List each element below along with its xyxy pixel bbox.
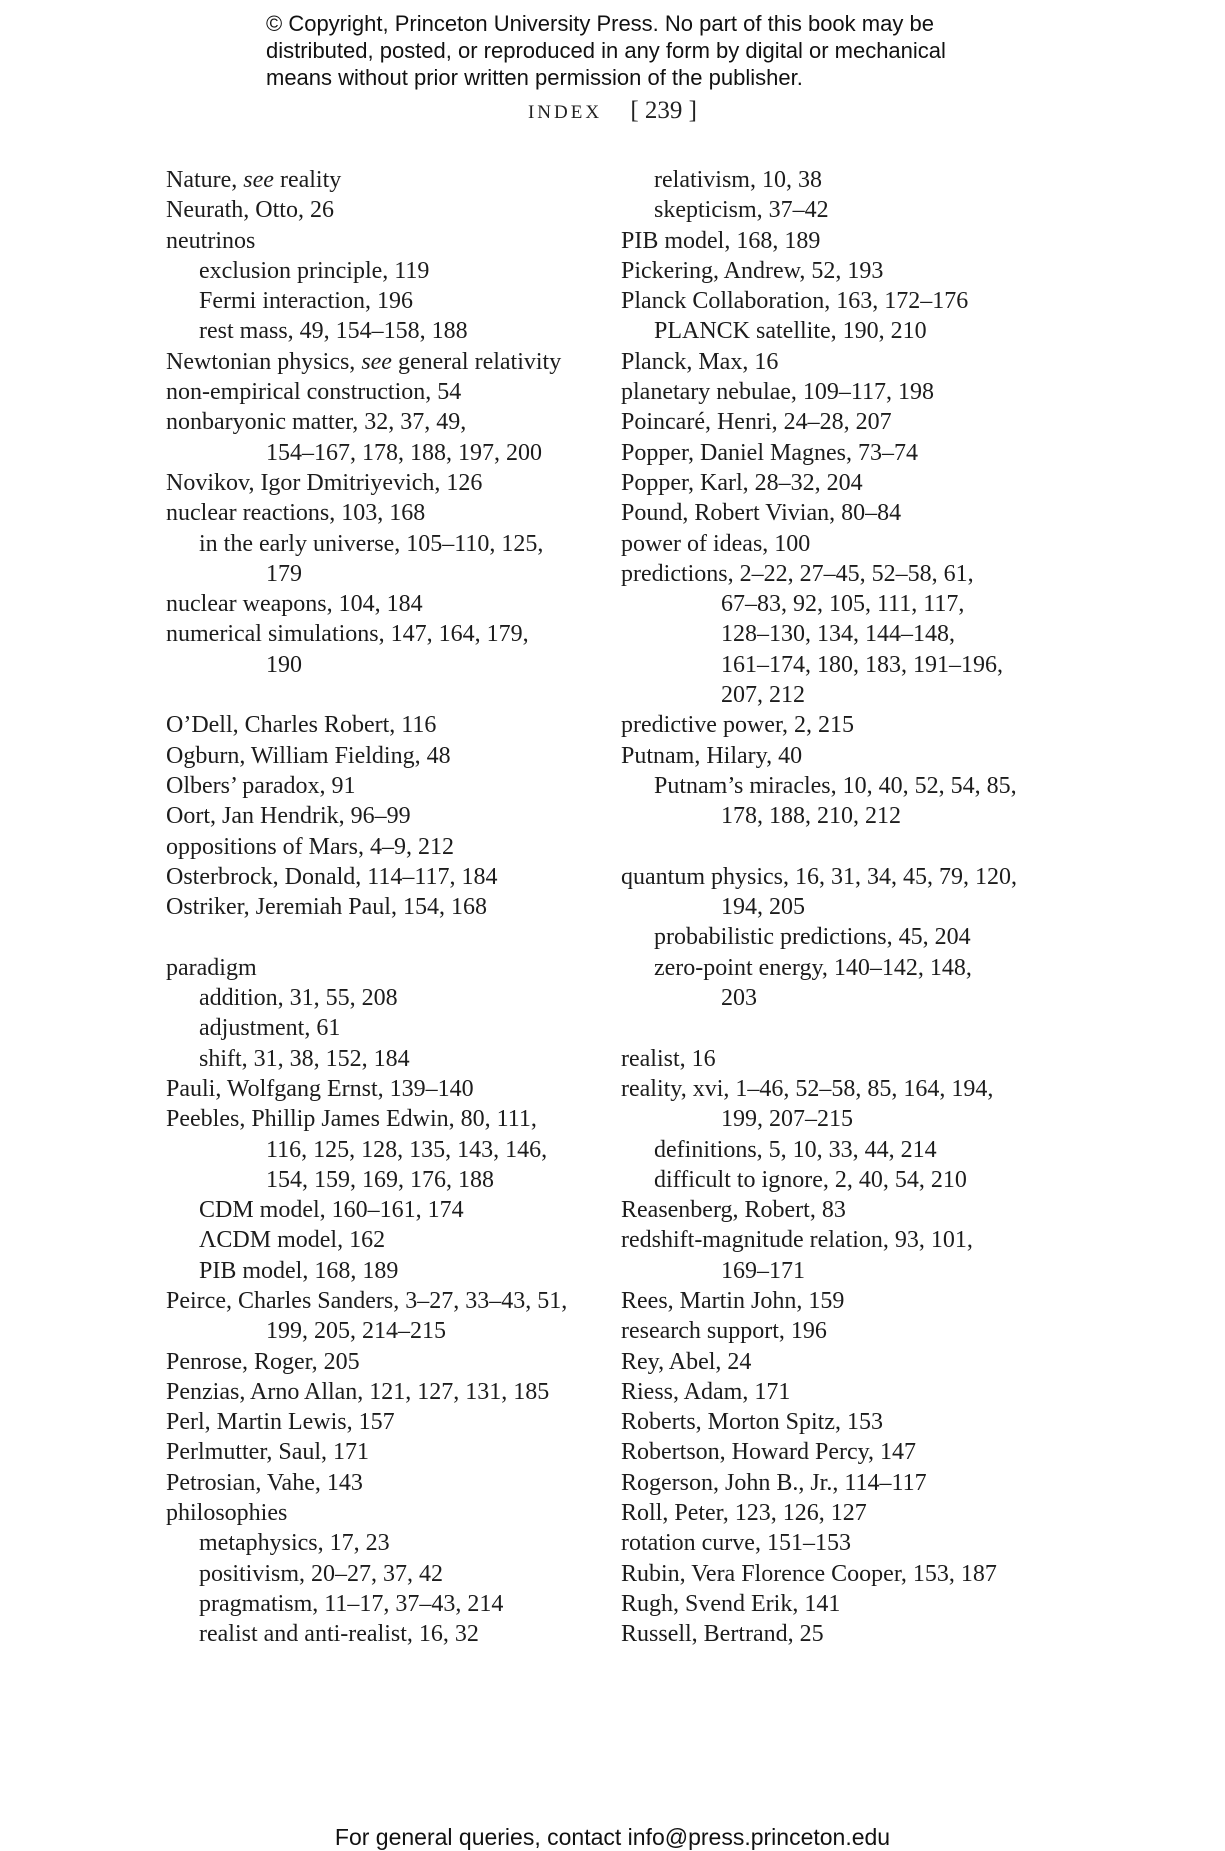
index-entry: numerical simulations, 147, 164, 179, [166, 621, 529, 648]
index-entry: paradigm [166, 954, 257, 981]
index-entry: 116, 125, 128, 135, 143, 146, [266, 1136, 548, 1163]
copyright-line: distributed, posted, or reproduced in any form by digital or mechanical [266, 38, 946, 63]
index-entry: realist, 16 [621, 1045, 716, 1072]
index-entry: Riess, Adam, 171 [621, 1378, 791, 1405]
index-entry: power of ideas, 100 [621, 530, 811, 557]
index-entry: Peebles, Phillip James Edwin, 80, 111, [166, 1106, 537, 1133]
index-entry: Popper, Karl, 28–32, 204 [621, 469, 863, 496]
index-entry: Newtonian physics, see general relativity [166, 348, 562, 375]
index-entry: definitions, 5, 10, 33, 44, 214 [654, 1136, 937, 1163]
index-entry: ΛCDM model, 162 [199, 1227, 386, 1254]
index-entry: reality, xvi, 1–46, 52–58, 85, 164, 194, [621, 1075, 994, 1102]
index-entry: Perl, Martin Lewis, 157 [166, 1409, 395, 1436]
index-entry: Rubin, Vera Florence Cooper, 153, 187 [621, 1560, 997, 1587]
index-entry: 154, 159, 169, 176, 188 [266, 1166, 494, 1193]
index-entry: Planck, Max, 16 [621, 348, 779, 375]
index-entry: 207, 212 [721, 682, 805, 709]
index-entry: Putnam, Hilary, 40 [621, 742, 803, 769]
index-entry: skepticism, 37–42 [654, 197, 829, 224]
index-entry: research support, 196 [621, 1318, 827, 1345]
copyright-line: © Copyright, Princeton University Press. No part of this book may be [266, 11, 934, 36]
index-column-right [621, 165, 1061, 1650]
index-entry: philosophies [166, 1500, 288, 1527]
index-entry: Planck Collaboration, 163, 172–176 [621, 288, 969, 315]
index-entry: Pauli, Wolfgang Ernst, 139–140 [166, 1075, 474, 1102]
index-entry: Pound, Robert Vivian, 80–84 [621, 500, 902, 527]
index-entry: 199, 205, 214–215 [266, 1318, 446, 1345]
index-entry: rest mass, 49, 154–158, 188 [199, 318, 468, 345]
index-entry: redshift-magnitude relation, 93, 101, [621, 1227, 973, 1254]
index-entry: 203 [721, 985, 757, 1012]
footer-contact: For general queries, contact info@press.princeton.edu [334, 1824, 891, 1850]
index-entry: probabilistic predictions, 45, 204 [654, 924, 971, 951]
index-entry: 178, 188, 210, 212 [721, 803, 901, 830]
index-entry: PIB model, 168, 189 [199, 1257, 399, 1284]
running-head-label: INDEX [527, 102, 603, 123]
index-entry: zero-point energy, 140–142, 148, [654, 954, 972, 981]
index-entry: Petrosian, Vahe, 143 [166, 1469, 363, 1496]
index-entry: Osterbrock, Donald, 114–117, 184 [166, 863, 498, 890]
index-entry: Rees, Martin John, 159 [621, 1287, 845, 1314]
index-entry: Penzias, Arno Allan, 121, 127, 131, 185 [166, 1378, 550, 1405]
index-entry: Rogerson, John B., Jr., 114–117 [621, 1469, 927, 1496]
section-gap [621, 1013, 1061, 1043]
index-entry: relativism, 10, 38 [654, 167, 822, 193]
index-entry: Roberts, Morton Spitz, 153 [621, 1409, 883, 1436]
index-entry: 128–130, 134, 144–148, [721, 621, 955, 648]
section-gap [621, 832, 1061, 862]
index-entry: Popper, Daniel Magnes, 73–74 [621, 439, 918, 466]
index-entry: realist and anti-realist, 16, 32 [199, 1621, 479, 1648]
index-entry: 190 [266, 651, 302, 678]
index-entry: Poincaré, Henri, 24–28, 207 [621, 409, 892, 436]
index-entry: non-empirical construction, 54 [166, 379, 462, 406]
index-entry: O’Dell, Charles Robert, 116 [166, 712, 437, 739]
index-entry: Perlmutter, Saul, 171 [166, 1439, 370, 1466]
index-entry: 161–174, 180, 183, 191–196, [721, 651, 1003, 678]
index-entry: Novikov, Igor Dmitriyevich, 126 [166, 469, 483, 496]
index-entry: Ostriker, Jeremiah Paul, 154, 168 [166, 894, 487, 921]
index-entry: 154–167, 178, 188, 197, 200 [266, 439, 542, 466]
index-entry: Reasenberg, Robert, 83 [621, 1197, 846, 1224]
index-entry: Robertson, Howard Percy, 147 [621, 1439, 917, 1466]
index-entry: Peirce, Charles Sanders, 3–27, 33–43, 51, [166, 1287, 568, 1314]
index-entry: exclusion principle, 119 [199, 257, 430, 284]
index-entry: positivism, 20–27, 37, 42 [199, 1560, 444, 1587]
index-entry: shift, 31, 38, 152, 184 [199, 1045, 410, 1072]
index-entry: Neurath, Otto, 26 [166, 197, 334, 224]
index-entry: nonbaryonic matter, 32, 37, 49, [166, 409, 467, 436]
index-entry: predictive power, 2, 215 [621, 712, 854, 739]
section-gap [166, 680, 606, 710]
index-entry: oppositions of Mars, 4–9, 212 [166, 833, 454, 860]
index-entry: Olbers’ paradox, 91 [166, 772, 356, 799]
index-entry: Putnam’s miracles, 10, 40, 52, 54, 85, [654, 772, 1017, 799]
index-entry: Rey, Abel, 24 [621, 1348, 752, 1375]
index-entry: Ogburn, William Fielding, 48 [166, 742, 451, 769]
index-entry: Roll, Peter, 123, 126, 127 [621, 1500, 867, 1527]
index-entry: PIB model, 168, 189 [621, 227, 821, 254]
index-entry: Pickering, Andrew, 52, 193 [621, 257, 884, 284]
index-entry: predictions, 2–22, 27–45, 52–58, 61, [621, 560, 974, 587]
index-entry: Fermi interaction, 196 [199, 288, 413, 315]
index-entry: Russell, Bertrand, 25 [621, 1621, 824, 1648]
index-entry: 194, 205 [721, 894, 805, 921]
index-entry: quantum physics, 16, 31, 34, 45, 79, 120, [621, 863, 1017, 890]
copyright-line: means without prior written permission of the publisher. [266, 65, 803, 90]
index-entry: pragmatism, 11–17, 37–43, 214 [199, 1590, 504, 1617]
running-head [0, 97, 1225, 125]
index-entry: 199, 207–215 [721, 1106, 853, 1133]
index-entry: metaphysics, 17, 23 [199, 1530, 390, 1557]
index-entry: planetary nebulae, 109–117, 198 [621, 379, 935, 406]
index-entry: Oort, Jan Hendrik, 96–99 [166, 803, 411, 830]
page-number: [ 239 ] [630, 97, 697, 124]
index-entry: in the early universe, 105–110, 125, [199, 530, 544, 557]
index-entry: Penrose, Roger, 205 [166, 1348, 360, 1375]
index-entry: Rugh, Svend Erik, 141 [621, 1590, 841, 1617]
index-entry: CDM model, 160–161, 174 [199, 1197, 464, 1224]
index-entry: neutrinos [166, 227, 256, 254]
copyright-notice [266, 10, 1026, 91]
index-entry: Nature, see reality [166, 167, 342, 193]
index-entry: nuclear reactions, 103, 168 [166, 500, 426, 527]
index-entry: PLANCK satellite, 190, 210 [654, 318, 927, 345]
index-entry: nuclear weapons, 104, 184 [166, 591, 423, 618]
index-entry: 67–83, 92, 105, 111, 117, [721, 591, 965, 618]
index-entry: addition, 31, 55, 208 [199, 985, 398, 1012]
index-column-left [166, 165, 606, 1650]
index-entry: rotation curve, 151–153 [621, 1530, 851, 1557]
section-gap [166, 922, 606, 952]
index-entry: difficult to ignore, 2, 40, 54, 210 [654, 1166, 967, 1193]
index-entry: adjustment, 61 [199, 1015, 341, 1042]
index-entry: 169–171 [721, 1257, 805, 1284]
index-entry: 179 [266, 560, 302, 587]
